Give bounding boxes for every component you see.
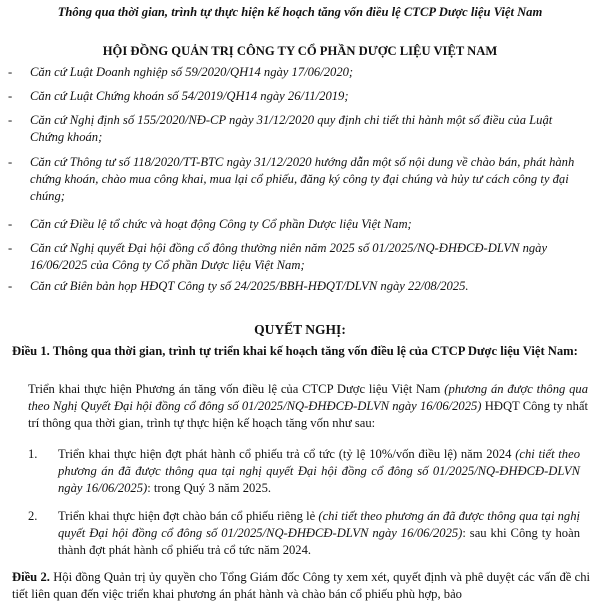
- article-1-body-text: Triển khai thực hiện Phương án tăng vốn điều lệ của CTCP Dược liệu Việt Nam: [28, 382, 445, 396]
- legal-basis-item: [8, 240, 580, 274]
- legal-basis-item: [8, 154, 580, 205]
- legal-basis-item: [8, 278, 580, 295]
- item-number: 1.: [28, 447, 38, 461]
- legal-basis-item: [8, 64, 580, 81]
- legal-basis-text: Căn cứ Luật Chứng khoán số 54/2019/QH14 ngày 26/11/2019;: [30, 89, 349, 103]
- article-2-label: Điều 2.: [12, 570, 50, 584]
- item-text: Triển khai thực hiện đợt phát hành cổ phiếu trả cổ tức (tỷ lệ 10%/vốn điều lệ) năm 2024: [58, 447, 516, 461]
- legal-basis-text: Căn cứ Biên bản họp HĐQT Công ty số 24/2025/BBH-HĐQT/DLVN ngày 22/08/2025.: [30, 279, 469, 293]
- legal-basis-item: [8, 88, 580, 105]
- legal-basis-item: [8, 112, 580, 146]
- item-note: (chi tiết theo phương án đã được thông qua tại nghị quyết Đại hội đồng cổ đông số 01/2025/NQ-ĐHĐCĐ-DLVN ngày 16/06/2025): [58, 509, 580, 540]
- document-title: Thông qua thời gian, trình tự thực hiện kế hoạch tăng vốn điều lệ CTCP Dược liệu Việt Nam: [57, 5, 543, 19]
- numbered-item: [28, 508, 580, 559]
- article-1-body: [28, 381, 588, 432]
- resolution-heading: QUYẾT NGHỊ:: [254, 322, 346, 337]
- legal-basis-text: Căn cứ Thông tư số 118/2020/TT-BTC ngày 31/12/2020 hướng dẫn một số nội dung về chào bán, phát hành chứng khoán, chào mua công khai, mua lại cổ phiếu, đăng ký công ty đại chúng và hủy tư cách công ty đại chúng;: [30, 155, 575, 203]
- list-dash: -: [8, 155, 13, 169]
- article-1-heading: Điều 1. Thông qua thời gian, trình tự triển khai kế hoạch tăng vốn điều lệ của CTCP Dược liệu Việt Nam:: [12, 344, 578, 358]
- list-dash: -: [8, 241, 13, 255]
- list-dash: -: [8, 279, 13, 293]
- numbered-item: [28, 446, 580, 497]
- item-text-end: : trong Quý 3 năm 2025.: [147, 481, 272, 495]
- article-1-body-note: (phương án được thông qua theo Nghị Quyết Đại hội đồng cổ đông số 01/2025/NQ-ĐHĐCĐ-DLVN ngày 16/06/2025): [28, 382, 588, 413]
- legal-basis-text: Căn cứ Nghị quyết Đại hội đồng cổ đông thường niên năm 2025 số 01/2025/NQ-ĐHĐCĐ-DLVN ngày 16/06/2025 của Công ty Cổ phần Dược liệu Việt Nam;: [30, 241, 548, 272]
- legal-basis-text: Căn cứ Luật Doanh nghiệp số 59/2020/QH14 ngày 17/06/2020;: [30, 65, 354, 79]
- item-number: 2.: [28, 509, 38, 523]
- board-heading: HỘI ĐỒNG QUẢN TRỊ CÔNG TY CỔ PHẦN DƯỢC LIỆU VIỆT NAM: [102, 44, 498, 58]
- list-dash: -: [8, 217, 13, 231]
- list-dash: -: [8, 113, 13, 127]
- article-2-text: Hội đồng Quản trị ủy quyền cho Tổng Giám đốc Công ty xem xét, quyết định và phê duyệt các vấn đề chi tiết liên quan đến việc triển khai phương án phát hành và chào bán cổ phiếu phù hợp, bảo: [12, 570, 591, 601]
- legal-basis-text: Căn cứ Nghị định số 155/2020/NĐ-CP ngày 31/12/2020 quy định chi tiết thi hành một số điều của Luật Chứng khoán;: [30, 113, 553, 144]
- item-text-end: : sau khi Công ty hoàn thành đợt phát hành cổ phiếu trả cổ tức năm 2024.: [58, 526, 580, 557]
- list-dash: -: [8, 89, 13, 103]
- legal-basis-item: [8, 216, 580, 233]
- list-dash: -: [8, 65, 13, 79]
- item-text: Triển khai thực hiện đợt chào bán cổ phiếu riêng lẻ: [58, 509, 319, 523]
- article-1-body-text-end: HĐQT Công ty nhất trí thông qua thời gian, trình tự thực hiện kế hoạch tăng vốn như sau:: [28, 399, 588, 430]
- item-note: (chi tiết theo phương án đã được thông qua tại nghị quyết Đại hội đồng cổ đông số 01/2025/NQ-ĐHĐCĐ-DLVN ngày 16/06/2025): [58, 447, 580, 495]
- article-2: [12, 569, 590, 603]
- legal-basis-text: Căn cứ Điều lệ tổ chức và hoạt động Công ty Cổ phần Dược liệu Việt Nam;: [30, 217, 412, 231]
